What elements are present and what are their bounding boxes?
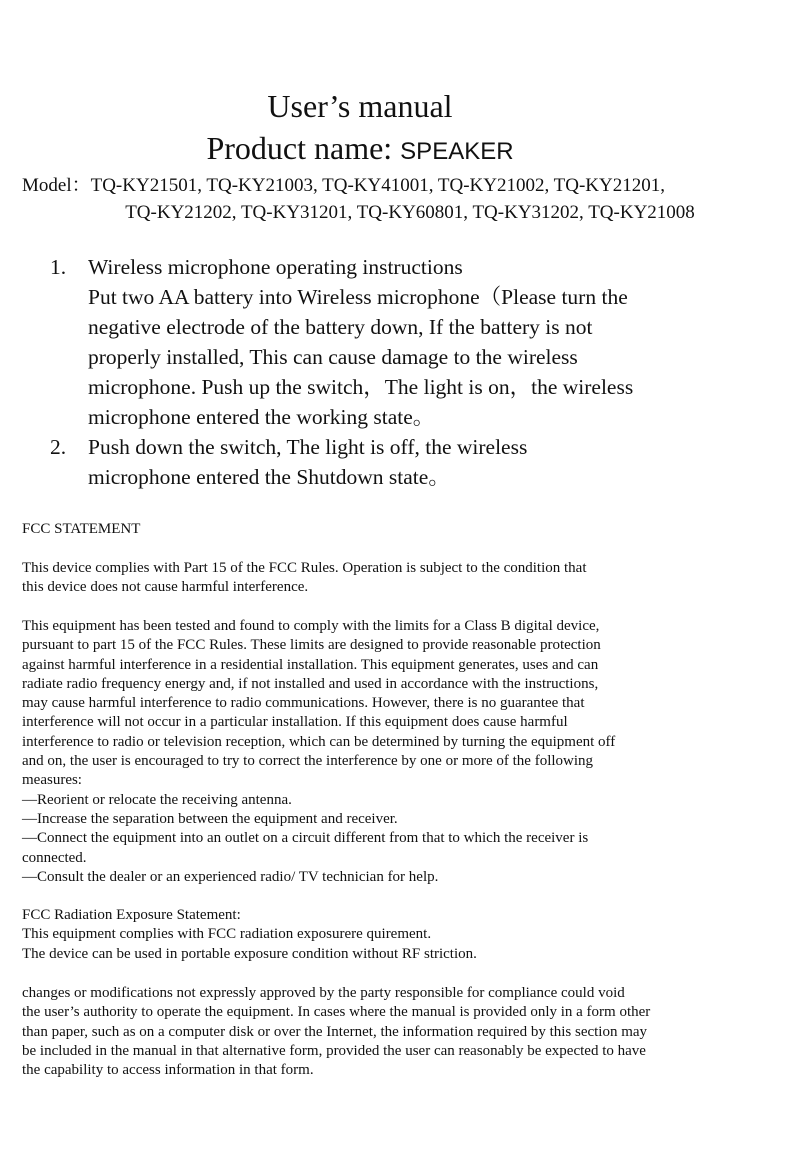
instruction-item: [50, 252, 710, 432]
model-line-2: TQ-KY21202, TQ-KY31201, TQ-KY60801, TQ-KY31202, TQ-KY21008: [125, 202, 695, 223]
paragraph-line: may cause harmful interference to radio communications. However, there is no guarantee that: [22, 695, 585, 712]
instruction-number: 1.: [50, 255, 67, 279]
paragraph-line: be included in the manual in that alternative form, provided the user can reasonably be expected to have: [22, 1042, 646, 1059]
paragraph-line: this device does not cause harmful interference.: [22, 579, 309, 596]
paragraph-line: the capability to access information in that form.: [22, 1062, 314, 1079]
model-label: Model：: [22, 175, 91, 196]
paragraph-line: radiate radio frequency energy and, if not installed and used in accordance with the instructions,: [22, 675, 599, 692]
instruction-line: Push down the switch, The light is off, the wireless: [88, 435, 528, 459]
instruction-line: microphone entered the Shutdown state。: [88, 465, 450, 489]
instruction-item: [50, 432, 710, 492]
measure-item: —Increase the separation between the equipment and receiver.: [22, 810, 398, 827]
paragraph-line: against harmful interference in a residential installation. This equipment generates, uses and can: [22, 656, 599, 673]
product-name-value: SPEAKER: [400, 138, 514, 165]
fcc-compliance-paragraph: [22, 559, 802, 598]
instruction-line: properly installed, This can cause damage to the wireless: [88, 345, 578, 369]
paragraph-line: The device can be used in portable exposure condition without RF striction.: [22, 945, 477, 962]
paragraph-line: and on, the user is encouraged to try to correct the interference by one or more of the following: [22, 753, 594, 770]
paragraph-line: than paper, such as on a computer disk or over the Internet, the information required by this section may: [22, 1023, 648, 1040]
paragraph-line: measures:: [22, 772, 82, 789]
paragraph-line: pursuant to part 15 of the FCC Rules. These limits are designed to provide reasonable protection: [22, 637, 601, 654]
paragraph-line: This equipment has been tested and found to comply with the limits for a Class B digital device,: [22, 618, 600, 634]
paragraph-line: This equipment complies with FCC radiation exposurere quirement.: [22, 926, 432, 943]
fcc-changes-paragraph: [22, 984, 802, 1080]
paragraph-line: This device complies with Part 15 of the FCC Rules. Operation is subject to the condition that: [22, 560, 587, 576]
paragraph-line: FCC Radiation Exposure Statement:: [22, 907, 241, 923]
measure-item: —Consult the dealer or an experienced radio/ TV technician for help.: [22, 868, 439, 885]
instruction-line: microphone entered the working state。: [88, 405, 435, 429]
measure-item: connected.: [22, 849, 87, 866]
manual-title: User’s manual: [267, 88, 453, 124]
instruction-line: Put two AA battery into Wireless microphone（Please turn the: [88, 285, 628, 309]
model-list: [22, 172, 798, 226]
product-name-line: [0, 128, 720, 172]
model-line-1: TQ-KY21501, TQ-KY21003, TQ-KY41001, TQ-KY21002, TQ-KY21201,: [90, 175, 665, 196]
fcc-radiation-statement: [22, 906, 802, 964]
instruction-line: microphone. Push up the switch，The light is on，the wireless: [88, 375, 634, 399]
instruction-line: negative electrode of the battery down, If the battery is not: [88, 315, 593, 339]
paragraph-line: changes or modifications not expressly approved by the party responsible for compliance could void: [22, 985, 625, 1001]
fcc-heading: FCC STATEMENT: [22, 521, 141, 537]
paragraph-line: the user’s authority to operate the equipment. In cases where the manual is provided only in a form other: [22, 1004, 651, 1021]
paragraph-line: interference to radio or television reception, which can be determined by turning the equipment off: [22, 733, 616, 750]
measure-item: —Reorient or relocate the receiving antenna.: [22, 791, 292, 808]
fcc-equipment-paragraph: [22, 617, 802, 887]
paragraph-line: interference will not occur in a particular installation. If this equipment does cause harmful: [22, 714, 568, 731]
instruction-list: [50, 252, 710, 492]
measure-item: —Connect the equipment into an outlet on a circuit different from that to which the receiver is: [22, 830, 589, 847]
instruction-line: Wireless microphone operating instructions: [88, 255, 463, 279]
instruction-number: 2.: [50, 435, 67, 459]
product-name-label: Product name:: [206, 130, 401, 166]
